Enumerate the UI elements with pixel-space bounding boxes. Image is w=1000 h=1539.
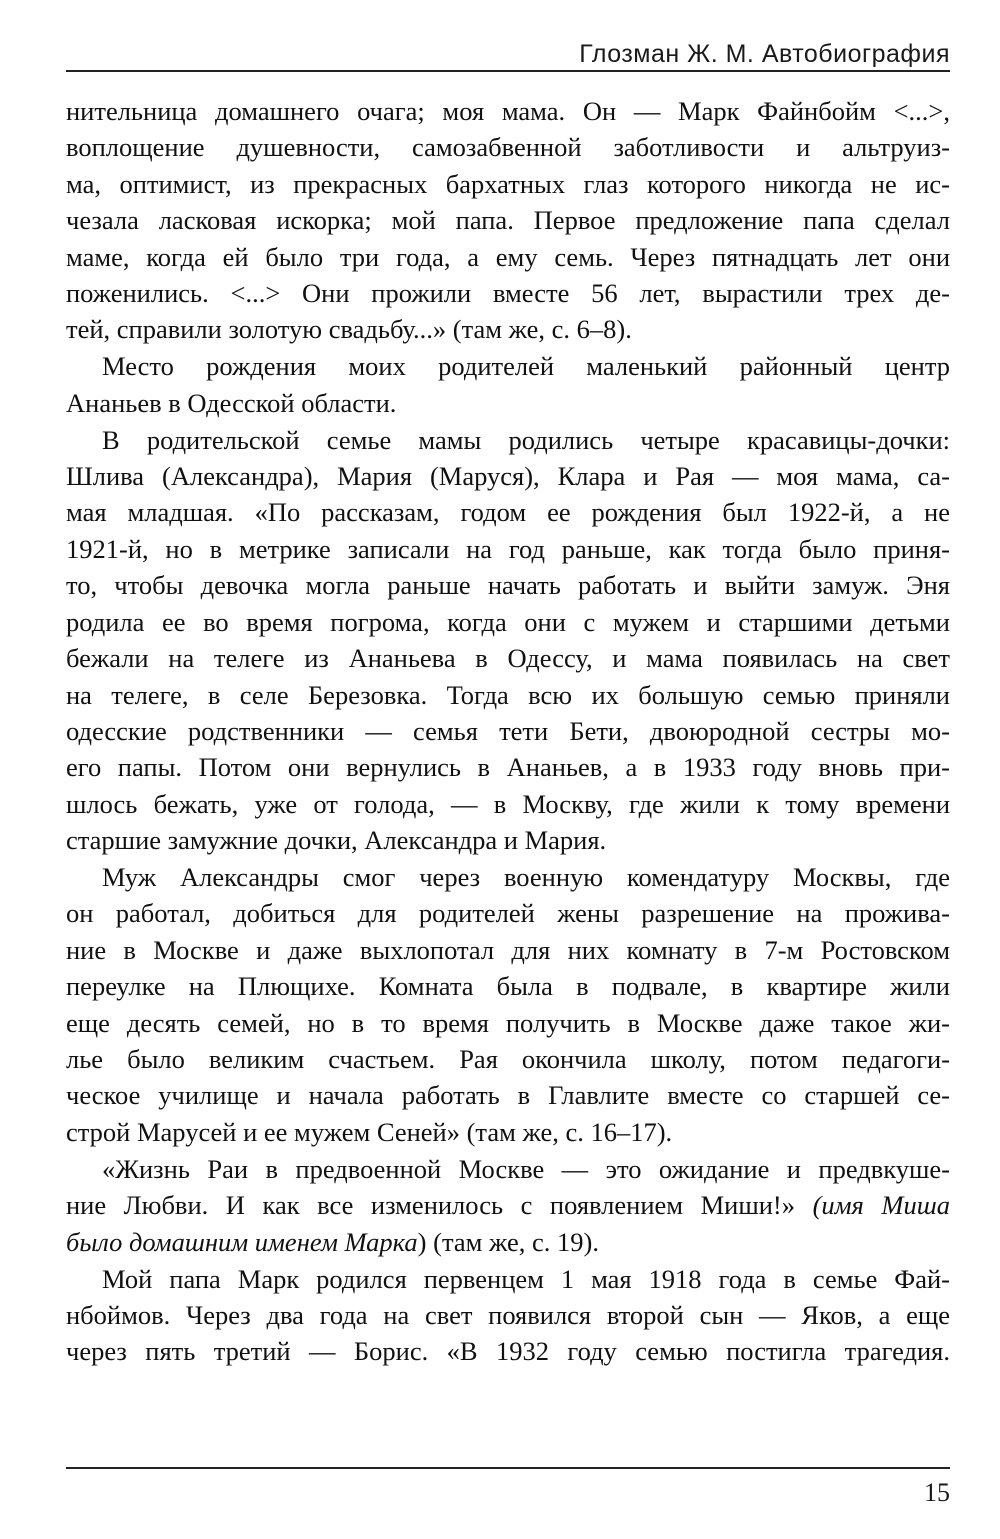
text-line: поженились. <...> Они прожили вместе 56 лет, вырастили трех де-: [66, 278, 950, 309]
text-line: «Жизнь Раи в предвоенной Москве — это ожидание и предвкуше-: [102, 1153, 950, 1184]
text-line: нбоймов. Через два года на свет появился второй сын — Яков, а еще: [66, 1299, 950, 1330]
text-line: ние в Москве и даже выхлопотал для них комнату в 7-м Ростовском: [66, 934, 950, 965]
text-line: Муж Александры смог через военную комендатуру Москвы, где: [102, 862, 950, 893]
text-line: то, чтобы девочка могла раньше начать работать и выйти замуж. Эня: [66, 570, 950, 601]
text-line: родила ее во время погрома, когда они с мужем и старшими детьми: [66, 606, 950, 637]
italic-note: было домашним именем Марка: [66, 1226, 418, 1257]
text-line: мая младшая. «По рассказам, годом ее рождения был 1922-й, а не: [66, 497, 950, 528]
text-line: Мой папа Марк родился первенцем 1 мая 1918 года в семье Фай-: [102, 1263, 950, 1294]
text-line: еще десять семей, но в то время получить в Москве даже такое жи-: [66, 1007, 950, 1038]
text-line: его папы. Потом они вернулись в Ананьев, а в 1933 году вновь при-: [66, 752, 950, 783]
text-line: бежали на телеге из Ананьева в Одессу, и мама появилась на свет: [66, 643, 950, 674]
text-run: ние Любви. И как все изменилось с появлением Миши!»: [66, 1190, 813, 1221]
text-line-mixed: [66, 1224, 950, 1260]
text-run: ) (там же, с. 19).: [417, 1226, 599, 1257]
page-number: 15: [924, 1478, 950, 1507]
text-line: воплощение душевности, самозабвенной заботливости и альтруиз-: [66, 132, 950, 163]
text-line: на телеге, в селе Березовка. Тогда всю их большую семью приняли: [66, 679, 950, 710]
page-body-text: [66, 93, 950, 1370]
text-line: Место рождения моих родителей маленький районный центр: [102, 351, 950, 382]
text-line: маме, когда ей было три года, а ему семь. Через пятнадцать лет они: [66, 241, 950, 272]
text-line: строй Марусей и ее мужем Сеней» (там же, с. 16–17).: [66, 1116, 673, 1147]
text-line: чезала ласковая искорка; мой папа. Первое предложение папа сделал: [66, 205, 950, 236]
text-line: старшие замужние дочки, Александра и Мария.: [66, 825, 607, 856]
text-line: он работал, добиться для родителей жены разрешение на прожива-: [66, 898, 950, 929]
text-line: ма, оптимист, из прекрасных бархатных глаз которого никогда не ис-: [66, 168, 950, 199]
text-line: нительница домашнего очага; моя мама. Он — Марк Файнбойм <...>,: [66, 96, 950, 126]
text-line: ческое училище и начала работать в Главлите вместе со старшей се-: [66, 1080, 950, 1111]
text-line: одесские родственники — семья тети Бети, двоюродной сестры мо-: [66, 715, 950, 746]
footer-rule: [66, 1467, 950, 1469]
text-line: лье было великим счастьем. Рая окончила школу, потом педагоги-: [66, 1044, 950, 1075]
text-line: 1921-й, но в метрике записали на год раньше, как тогда было приня-: [66, 533, 950, 564]
text-line: переулке на Плющихе. Комната была в подвале, в квартире жили: [66, 971, 950, 1002]
text-line: В родительской семье мамы родились четыре красавицы-дочки:: [102, 424, 950, 455]
running-head: Глозман Ж. М. Автобиография: [579, 40, 950, 68]
text-line: тей, справили золотую свадьбу...» (там же, с. 6–8).: [66, 314, 632, 345]
text-line: шлось бежать, уже от голода, — в Москву, где жили к тому времени: [66, 788, 950, 819]
italic-note: (имя Миша: [812, 1190, 950, 1221]
text-line: Ананьев в Одесской области.: [66, 387, 397, 418]
text-line: через пять третий — Борис. «В 1932 году семью постигла трагедия.: [66, 1336, 950, 1367]
text-line: Шлива (Александра), Мария (Маруся), Клара и Рая — моя мама, са-: [66, 461, 950, 492]
text-line-mixed: [66, 1187, 950, 1223]
header-rule: [66, 70, 950, 72]
